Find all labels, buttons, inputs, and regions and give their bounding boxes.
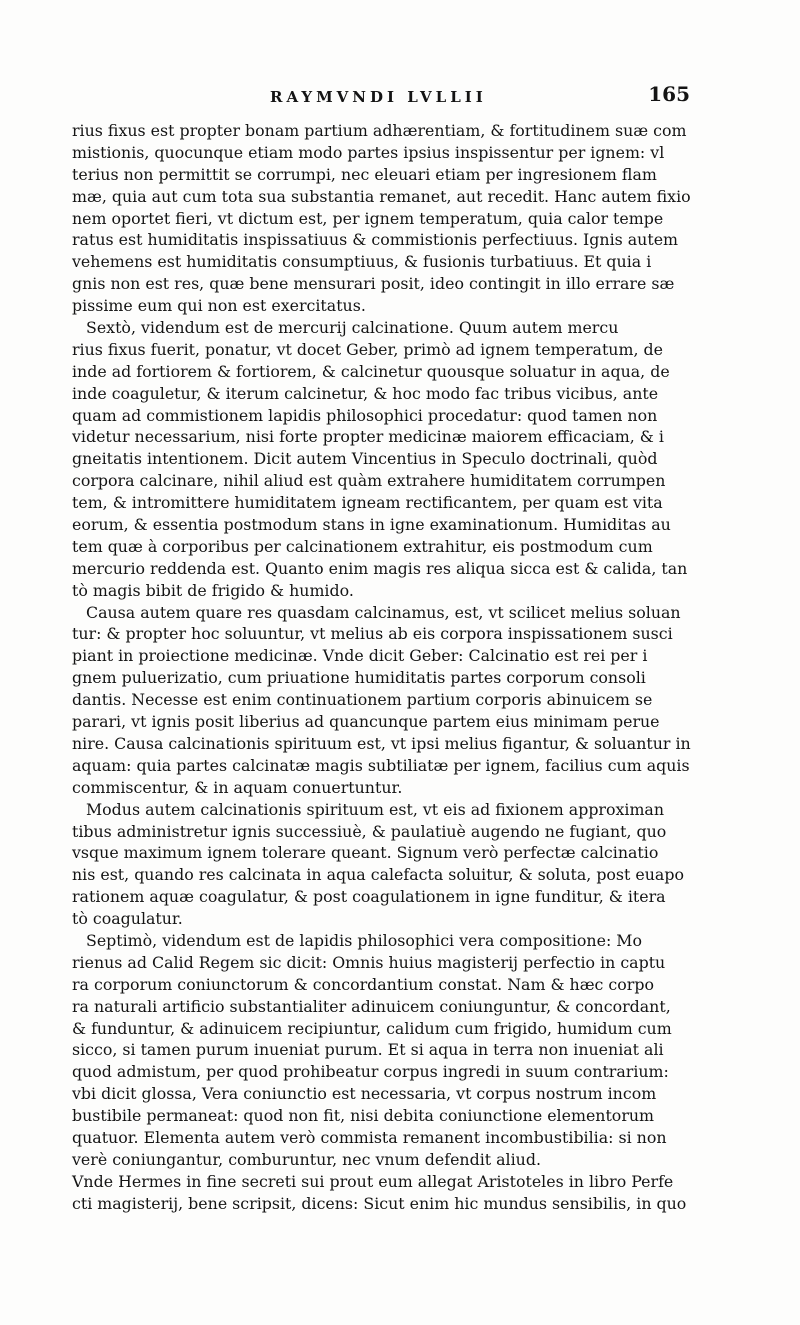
text-line: vsque maximum ignem tolerare queant. Signum verò perfectæ calcinatio (72, 843, 659, 863)
text-line: tibus administretur ignis successiuè, & paulatiuè augendo ne fugiant, quo (72, 821, 667, 841)
text-line: Sextò, videndum est de mercurij calcinatione. Quum autem mercu (86, 318, 619, 338)
text-line: aquam: quia partes calcinatæ magis subtiliatæ per ignem, facilius cum aquis (72, 755, 690, 775)
text-line: sicco, si tamen purum inueniat purum. Et si aqua in terra non inueniat ali (72, 1040, 664, 1060)
text-line: tem quæ à corporibus per calcinationem extrahitur, eis postmodum cum (72, 536, 653, 556)
text-line: tur: & propter hoc soluuntur, vt melius ab eis corpora inspissationem susci (72, 624, 673, 644)
text-line: rationem aquæ coagulatur, & post coagulationem in igne funditur, & itera (72, 887, 666, 907)
text-line: pissime eum qui non est exercitatus. (72, 296, 366, 316)
text-line: tò coagulatur. (72, 909, 183, 929)
text-line: quam ad commistionem lapidis philosophici procedatur: quod tamen non (72, 405, 658, 425)
text-line: Vnde Hermes in fine secreti sui prout eum allegat Aristoteles in libro Perfe (72, 1171, 674, 1191)
text-line: ra naturali artificio substantialiter adinuicem coniunguntur, & concordant, (72, 996, 671, 1016)
text-line: piant in proiectione medicinæ. Vnde dicit Geber: Calcinatio est rei per i (72, 646, 648, 666)
text-line: quatuor. Elementa autem verò commista remanent incombustibilia: si non (72, 1127, 667, 1147)
page-header (70, 82, 690, 114)
text-line: nis est, quando res calcinata in aqua calefacta soluitur, & soluta, post euapo (72, 865, 684, 885)
text-line: dantis. Necesse est enim continuationem partium corporis abinuicem se (72, 690, 653, 710)
text-line: tem, & intromittere humiditatem igneam rectificantem, per quam est vita (72, 493, 663, 513)
text-line: corpora calcinare, nihil aliud est quàm extrahere humiditatem corrumpen (72, 471, 666, 491)
text-line: videtur necessarium, nisi forte propter medicinæ maiorem efficaciam, & i (72, 427, 664, 447)
text-line: inde coaguletur, & iterum calcinetur, & hoc modo fac tribus vicibus, ante (72, 383, 659, 403)
text-line: rius fixus fuerit, ponatur, vt docet Geber, primò ad ignem temperatum, de (72, 339, 663, 359)
text-line: gnis non est res, quæ bene mensurari posit, ideo contingit in illo errare sæ (72, 274, 675, 294)
text-line: mistionis, quocunque etiam modo partes ipsius inspissentur per ignem: vl (72, 142, 665, 162)
text-line: inde ad fortiorem & fortiorem, & calcinetur quousque soluatur in aqua, de (72, 361, 670, 381)
running-head: RAYMVNDI LVLLII (270, 88, 487, 106)
text-line: nire. Causa calcinationis spirituum est, vt ipsi melius figantur, & soluantur in (72, 733, 691, 753)
text-line: commiscentur, & in aquam conuertuntur. (72, 777, 403, 797)
text-line: eorum, & essentia postmodum stans in igne examinationum. Humiditas au (72, 515, 671, 535)
text-line: tò magis bibit de frigido & humido. (72, 580, 354, 600)
text-line: Modus autem calcinationis spirituum est, vt eis ad fixionem approximan (86, 799, 665, 819)
text-line: & funduntur, & adinuicem recipiuntur, calidum cum frigido, humidum cum (72, 1018, 672, 1038)
text-line: mercurio reddenda est. Quanto enim magis res aliqua sicca est & calida, tan (72, 558, 688, 578)
text-line: ratus est humiditatis inspissatiuus & commistionis perfectiuus. Ignis autem (72, 230, 679, 250)
text-line: rienus ad Calid Regem sic dicit: Omnis huius magisterij perfectio in captu (72, 952, 666, 972)
text-line: rius fixus est propter bonam partium adhærentiam, & fortitudinem suæ com (72, 121, 687, 140)
body-text (72, 120, 692, 1215)
page-number: 165 (648, 82, 690, 106)
text-line: verè coniungantur, comburuntur, nec vnum defendit aliud. (72, 1149, 541, 1169)
text-line: vbi dicit glossa, Vera coniunctio est necessaria, vt corpus nostrum incom (72, 1084, 657, 1104)
text-line: Septimò, videndum est de lapidis philosophici vera compositione: Mo (86, 930, 642, 950)
text-line: gneitatis intentionem. Dicit autem Vincentius in Speculo doctrinali, quòd (72, 449, 658, 469)
text-line: gnem puluerizatio, cum priuatione humiditatis partes corporum consoli (72, 668, 646, 688)
text-line: cti magisterij, bene scripsit, dicens: Sicut enim hic mundus sensibilis, in quo (72, 1193, 687, 1213)
text-line: mæ, quia aut cum tota sua substantia remanet, aut recedit. Hanc autem fixio (72, 186, 691, 206)
text-line: quod admistum, per quod prohibeatur corpus ingredi in suum contrarium: (72, 1062, 669, 1082)
text-line: nem oportet fieri, vt dictum est, per ignem temperatum, quia calor tempe (72, 208, 664, 228)
text-line: terius non permittit se corrumpi, nec eleuari etiam per ingresionem flam (72, 164, 657, 184)
text-line: ra corporum coniunctorum & concordantium constat. Nam & hæc corpo (72, 974, 654, 994)
text-line: parari, vt ignis posit liberius ad quancunque partem eius minimam perue (72, 712, 660, 732)
text-line: Causa autem quare res quasdam calcinamus, est, vt scilicet melius soluan (86, 602, 681, 622)
text-line: vehemens est humiditatis consumptiuus, & fusionis turbatiuus. Et quia i (72, 252, 652, 272)
text-line: bustibile permaneat: quod non fit, nisi debita coniunctione elementorum (72, 1106, 655, 1126)
